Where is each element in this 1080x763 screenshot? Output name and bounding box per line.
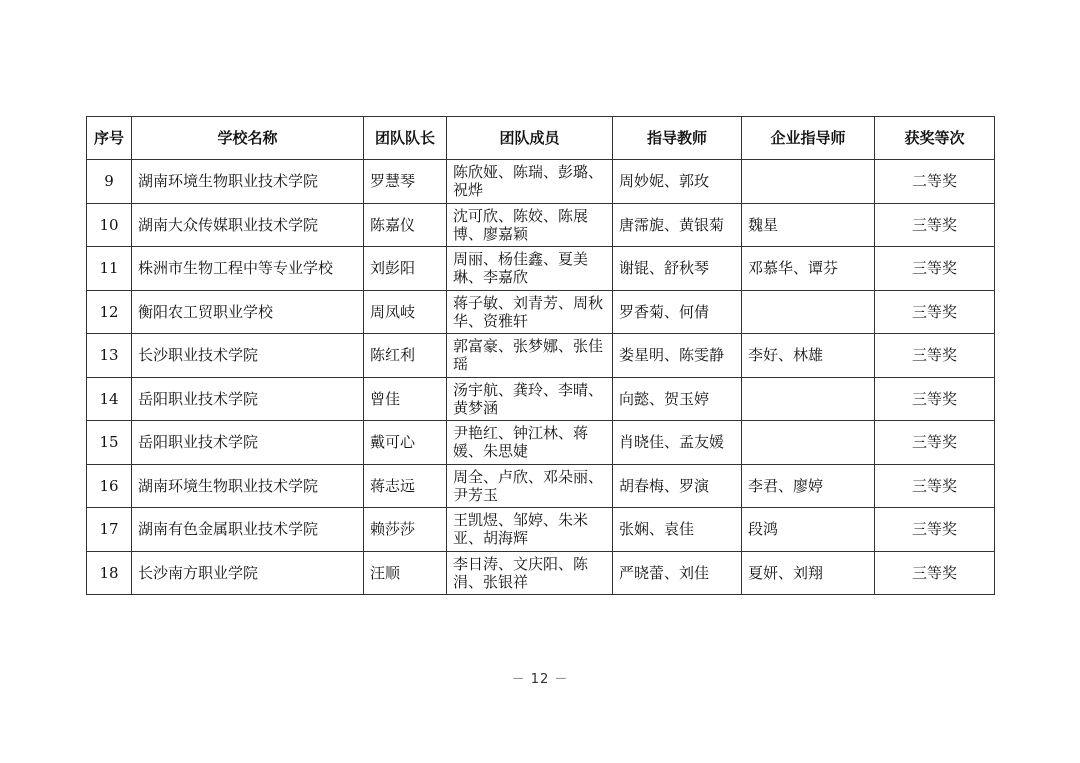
header-school: 学校名称 bbox=[132, 117, 364, 160]
cell-captain: 罗慧琴 bbox=[364, 160, 447, 204]
cell-no: 13 bbox=[87, 334, 132, 378]
cell-school: 湖南环境生物职业技术学院 bbox=[132, 464, 364, 508]
cell-members: 周丽、杨佳鑫、夏美琳、李嘉欣 bbox=[447, 247, 613, 291]
header-award: 获奖等次 bbox=[875, 117, 995, 160]
cell-teachers: 唐霈旎、黄银菊 bbox=[613, 203, 742, 247]
cell-award: 三等奖 bbox=[875, 203, 995, 247]
header-members: 团队成员 bbox=[447, 117, 613, 160]
cell-mentor bbox=[742, 421, 875, 465]
cell-award: 三等奖 bbox=[875, 421, 995, 465]
table-row bbox=[87, 508, 995, 552]
header-mentor: 企业指导师 bbox=[742, 117, 875, 160]
cell-teachers: 严晓蕾、刘佳 bbox=[613, 551, 742, 595]
cell-mentor: 李好、林雄 bbox=[742, 334, 875, 378]
page-number: － 12 － bbox=[511, 672, 569, 687]
cell-award: 三等奖 bbox=[875, 551, 995, 595]
table-row bbox=[87, 421, 995, 465]
cell-members: 郭富豪、张梦娜、张佳瑶 bbox=[447, 334, 613, 378]
table-row bbox=[87, 160, 995, 204]
cell-no: 11 bbox=[87, 247, 132, 291]
cell-teachers: 肖晓佳、孟友媛 bbox=[613, 421, 742, 465]
cell-teachers: 娄星明、陈雯静 bbox=[613, 334, 742, 378]
cell-no: 9 bbox=[87, 160, 132, 204]
cell-captain: 汪顺 bbox=[364, 551, 447, 595]
header-captain: 团队队长 bbox=[364, 117, 447, 160]
cell-teachers: 罗香菊、何倩 bbox=[613, 290, 742, 334]
cell-teachers: 谢锟、舒秋琴 bbox=[613, 247, 742, 291]
cell-award: 三等奖 bbox=[875, 290, 995, 334]
cell-members: 周全、卢欣、邓朵丽、尹芳玉 bbox=[447, 464, 613, 508]
cell-teachers: 胡春梅、罗演 bbox=[613, 464, 742, 508]
header-teachers: 指导教师 bbox=[613, 117, 742, 160]
header-no: 序号 bbox=[87, 117, 132, 160]
cell-mentor: 夏妍、刘翔 bbox=[742, 551, 875, 595]
cell-no: 14 bbox=[87, 377, 132, 421]
cell-award: 三等奖 bbox=[875, 377, 995, 421]
cell-mentor: 李君、廖婷 bbox=[742, 464, 875, 508]
table-row bbox=[87, 377, 995, 421]
awards-table bbox=[86, 116, 995, 595]
cell-teachers: 周妙妮、郭玫 bbox=[613, 160, 742, 204]
cell-no: 15 bbox=[87, 421, 132, 465]
cell-members: 王凯煜、邹婷、朱米亚、胡海辉 bbox=[447, 508, 613, 552]
cell-members: 李日涛、文庆阳、陈涓、张银祥 bbox=[447, 551, 613, 595]
cell-mentor bbox=[742, 377, 875, 421]
cell-members: 蒋子敏、刘青芳、周秋华、资雅轩 bbox=[447, 290, 613, 334]
cell-no: 10 bbox=[87, 203, 132, 247]
cell-school: 湖南有色金属职业技术学院 bbox=[132, 508, 364, 552]
cell-captain: 蒋志远 bbox=[364, 464, 447, 508]
cell-award: 三等奖 bbox=[875, 508, 995, 552]
cell-no: 16 bbox=[87, 464, 132, 508]
cell-captain: 刘彭阳 bbox=[364, 247, 447, 291]
cell-no: 12 bbox=[87, 290, 132, 334]
cell-captain: 赖莎莎 bbox=[364, 508, 447, 552]
cell-teachers: 向懿、贺玉婷 bbox=[613, 377, 742, 421]
cell-no: 17 bbox=[87, 508, 132, 552]
cell-captain: 陈嘉仪 bbox=[364, 203, 447, 247]
cell-school: 湖南大众传媒职业技术学院 bbox=[132, 203, 364, 247]
cell-school: 岳阳职业技术学院 bbox=[132, 421, 364, 465]
cell-members: 汤宇航、龚玲、李晴、黄梦涵 bbox=[447, 377, 613, 421]
cell-mentor: 段鸿 bbox=[742, 508, 875, 552]
cell-award: 二等奖 bbox=[875, 160, 995, 204]
cell-captain: 曾佳 bbox=[364, 377, 447, 421]
cell-members: 沈可欣、陈姣、陈展博、廖嘉颖 bbox=[447, 203, 613, 247]
cell-award: 三等奖 bbox=[875, 334, 995, 378]
cell-mentor bbox=[742, 290, 875, 334]
table-row bbox=[87, 203, 995, 247]
cell-mentor: 魏星 bbox=[742, 203, 875, 247]
table-row bbox=[87, 464, 995, 508]
cell-mentor: 邓慕华、谭芬 bbox=[742, 247, 875, 291]
table-body bbox=[87, 160, 995, 595]
cell-school: 长沙职业技术学院 bbox=[132, 334, 364, 378]
table-row bbox=[87, 290, 995, 334]
cell-teachers: 张娴、袁佳 bbox=[613, 508, 742, 552]
cell-school: 衡阳农工贸职业学校 bbox=[132, 290, 364, 334]
cell-members: 陈欣娅、陈瑞、彭璐、祝烨 bbox=[447, 160, 613, 204]
table-header-row bbox=[87, 117, 995, 160]
table-row bbox=[87, 334, 995, 378]
cell-school: 岳阳职业技术学院 bbox=[132, 377, 364, 421]
table-row bbox=[87, 551, 995, 595]
cell-school: 湖南环境生物职业技术学院 bbox=[132, 160, 364, 204]
table-row bbox=[87, 247, 995, 291]
cell-school: 株洲市生物工程中等专业学校 bbox=[132, 247, 364, 291]
cell-award: 三等奖 bbox=[875, 247, 995, 291]
cell-award: 三等奖 bbox=[875, 464, 995, 508]
cell-captain: 戴可心 bbox=[364, 421, 447, 465]
cell-no: 18 bbox=[87, 551, 132, 595]
cell-captain: 陈红利 bbox=[364, 334, 447, 378]
cell-captain: 周凤岐 bbox=[364, 290, 447, 334]
cell-school: 长沙南方职业学院 bbox=[132, 551, 364, 595]
cell-mentor bbox=[742, 160, 875, 204]
cell-members: 尹艳红、钟江林、蒋媛、朱思婕 bbox=[447, 421, 613, 465]
